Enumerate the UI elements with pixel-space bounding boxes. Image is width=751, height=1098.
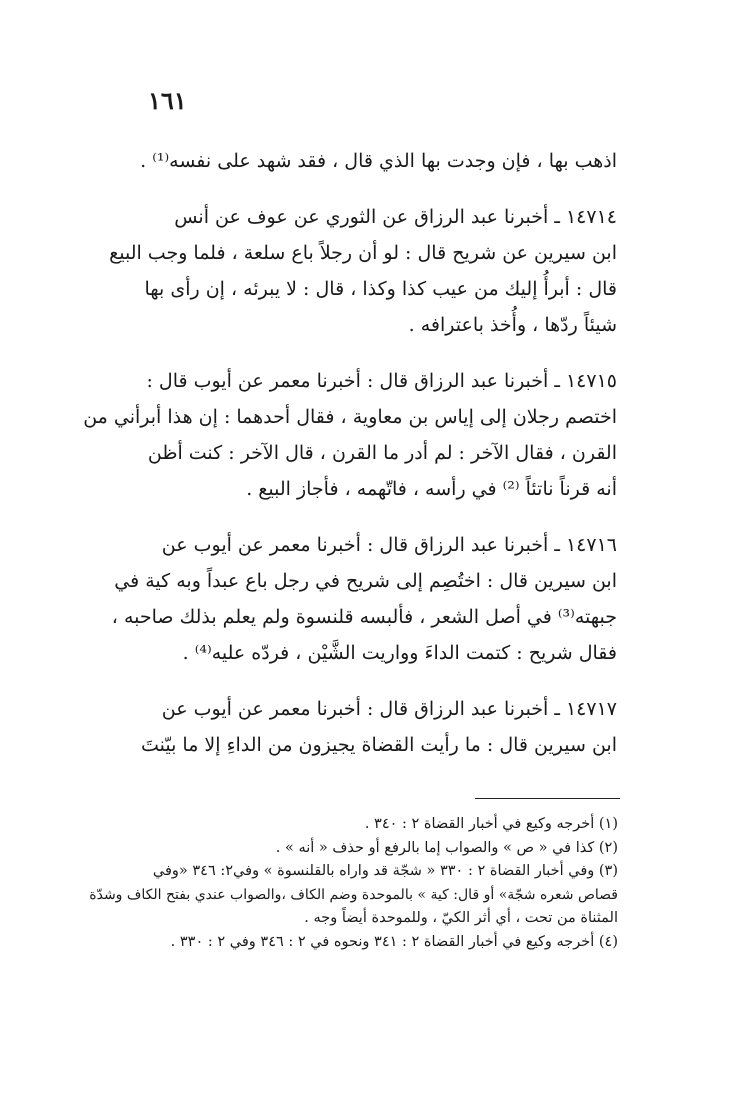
text-line: شيئاً ردّها ، وأُخذ باعترافه . xyxy=(408,314,617,336)
text-line: ١٤٧١٤ ـ أخبرنا عبد الرزاق عن الثوري عن عوف عن أنس xyxy=(174,206,617,228)
text-line: جبهته⁽³⁾ في أصل الشعر ، فألبسه قلنسوة ولم يعلم بذلك صاحبه ، xyxy=(111,606,617,628)
footnote-1: (١) أخرجه وكيع في أخبار القضاة ٢ : ٣٤٠ . xyxy=(364,816,618,832)
main-text xyxy=(83,143,617,783)
text-line: ١٤٧١٥ ـ أخبرنا عبد الرزاق قال : أخبرنا معمر عن أيوب قال : xyxy=(146,370,617,392)
paragraph-14717 xyxy=(140,691,617,763)
text-line: ابن سيرين قال : ما رأيت القضاة يجيزون من الداءِ إلا ما بيّنتَ xyxy=(140,734,617,756)
paragraph-14716 xyxy=(111,527,617,671)
footnote-3: (٣) وفي أخبار القضاة ٢ : ٣٣٠ « شجّة قد واراه بالقلنسوة » وفي٢: ٣٤٦ «وفي xyxy=(152,863,618,879)
text-line: فقال شريح : كتمت الداءَ وواريت الشَّيْن ، فردّه عليه⁽⁴⁾ . xyxy=(182,642,617,664)
footnote-4: (٤) أخرجه وكيع في أخبار القضاة ٢ : ٣٤١ ونحوه في ٢ : ٣٤٦ وفي ٢ : ٣٣٠ . xyxy=(170,933,618,950)
footnote-3-continued: المثناة من تحت ، أي أثر الكيّ ، وللموحدة أيضاً وجه . xyxy=(304,910,618,926)
text-line: اختصم رجلان إلى إياس بن معاوية ، فقال أحدهما : إن هذا أبرأني من xyxy=(83,406,617,428)
text-line: ابن سيرين قال : اختُصِم إلى شريح في رجل باع عبداً وبه كية في xyxy=(114,570,617,592)
text-line: ١٤٧١٧ ـ أخبرنا عبد الرزاق قال : أخبرنا معمر عن أيوب عن xyxy=(161,698,617,720)
paragraph-14715 xyxy=(83,363,617,507)
text-line: اذهب بها ، فإن وجدت بها الذي قال ، فقد شهد على نفسه⁽¹⁾ . xyxy=(140,150,617,172)
footnote-2: (٢) كذا في « ص » والصواب إما بالرفع أو حذف « أنه » . xyxy=(275,839,618,856)
footnote-3-continued: قصاص شعره شجّة» أو قال: كية » بالموحدة وضم الكاف ،والصواب عندي بفتح الكاف وشدّة xyxy=(89,886,618,903)
footnote-separator xyxy=(475,798,620,799)
text-line: ١٤٧١٦ ـ أخبرنا عبد الرزاق قال : أخبرنا معمر عن أيوب عن xyxy=(161,534,617,556)
page-number: ١٦١ xyxy=(148,86,187,115)
paragraph-intro xyxy=(140,143,617,179)
paragraph-14714 xyxy=(109,199,617,343)
text-line: القرن ، فقال الآخر : لم أدر ما القرن ، قال الآخر : كنت أظن xyxy=(147,442,617,464)
text-line: ابن سيرين عن شريح قال : لو أن رجلاً باع سلعة ، فلما وجب البيع xyxy=(109,242,617,264)
footnotes xyxy=(89,813,618,954)
text-line: قال : أبرأُ إليك من عيب كذا وكذا ، قال : لا يبرئه ، إن رأى بها xyxy=(144,278,617,300)
text-line: أنه قرناً ناتئاً ⁽²⁾ في رأسه ، فاتّهمه ، فأجاز البيع . xyxy=(246,478,617,500)
